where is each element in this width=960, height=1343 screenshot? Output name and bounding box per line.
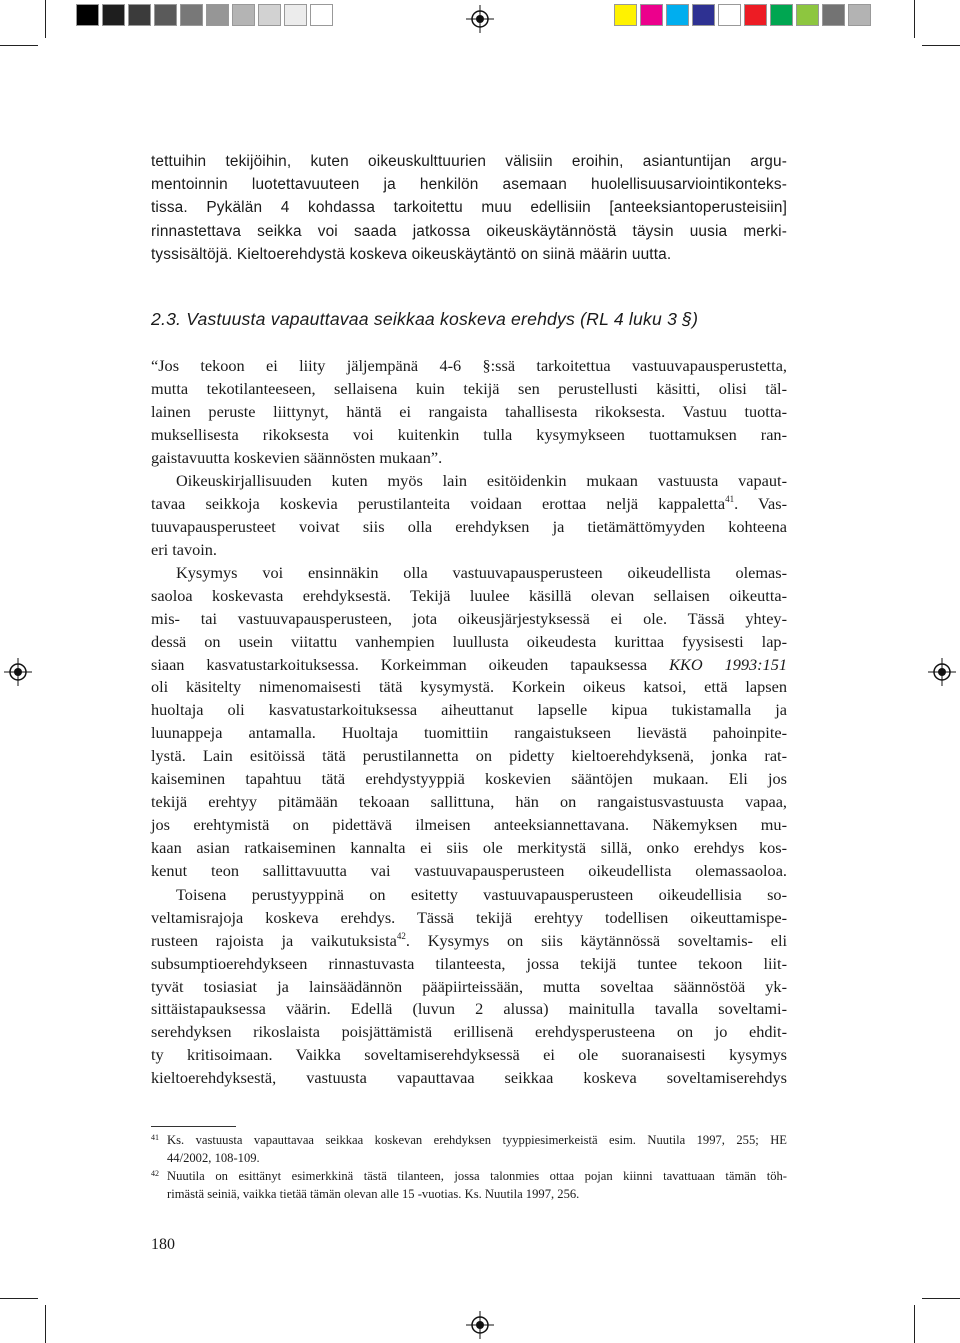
text-line: kaan asian ratkaiseminen kannalta ei siis ole merkitystä sillä, onko erehdys kos- <box>151 837 787 857</box>
color-swatch <box>640 4 663 26</box>
text-line: veltamisrajoja koskeva erehdys. Tässä tekijä erehtyy todellisen oikeuttamispe- <box>151 907 787 927</box>
text-line: Oikeuskirjallisuuden kuten myös lain esitöidenkin mukaan vastuusta vapaut- <box>176 471 787 490</box>
text-line: dessä on usein viitattu vanhempien luullusta oikeudesta kurittaa fyysisesti lap- <box>151 631 787 651</box>
gray-swatch <box>284 4 307 26</box>
text-line: saoloa koskevasta erehdyksestä. Tekijä luulee käsillä olevan sellaisen oikeutta- <box>151 585 787 605</box>
color-swatch <box>848 4 871 26</box>
text-line: Kysymys voi ensinnäkin olla vastuuvapausperusteen oikeudellista olemas- <box>176 563 787 582</box>
footnote-number: 41 <box>151 1133 159 1142</box>
gray-swatch <box>76 4 99 26</box>
registration-mark-icon <box>466 1311 494 1339</box>
text-run: rusteen rajoista ja vaikutuksista <box>151 930 397 950</box>
footnote-number: 42 <box>151 1169 159 1178</box>
color-swatch <box>718 4 741 26</box>
text-line: tettuihin tekijöihin, kuten oikeuskulttuurien välisiin eroihin, asiantuntijan argu- <box>151 153 787 170</box>
color-swatch <box>796 4 819 26</box>
statute-quote <box>151 355 787 469</box>
gray-swatch <box>258 4 281 26</box>
text-line: mis- tai vastuuvapausperusteen, jota oikeusjärjestyksessä ei ole. Tässä yhtey- <box>151 608 787 628</box>
color-swatch <box>822 4 845 26</box>
text-line: luunappeja antamalla. Huoltaja tuomittiin rangaistukseen lievästä pahoinpite- <box>151 723 787 743</box>
text-line: rinnastettava seikka voi saada jatkossa oikeuskäytännöstä täysin uusia merki- <box>151 222 787 240</box>
text-run: siaan kasvatustarkoituksessa. Korkeimman oikeuden tapauksessa <box>151 654 670 674</box>
paragraph-1 <box>151 470 787 562</box>
text-line: oli käsitelty nimenomaisesti tätä kysymystä. Korkein oikeus katsoi, että lapsen <box>151 677 787 697</box>
text-line: tissa. Pykälän 4 kohdassa tarkoitettu muu edellisiin [anteeksiantoperusteisiin] <box>151 199 787 217</box>
gray-swatch <box>102 4 125 26</box>
footnote-line: rimästä seiniä, vaikka tietää tämän olevan alle 15 -vuotias. Ks. Nuutila 1997, 256. <box>167 1186 580 1201</box>
text-line: kenut teon sallittavuutta vai vastuuvapausperusteen oikeudellista olemassaoloa. <box>151 860 787 880</box>
crop-mark <box>0 1298 38 1299</box>
footnote-42 <box>151 1168 787 1203</box>
text-line <box>151 930 787 953</box>
text-line: mentoinnin luotettavuuteen ja henkilön asemaan huolellisuusarviointikonteks- <box>151 176 787 194</box>
text-line: eri tavoin. <box>151 539 218 559</box>
intro-paragraph <box>151 150 787 266</box>
crop-mark <box>45 1305 46 1343</box>
text-line: tyvät tosiasiat ja lainsäädännön pääpiirteissään, mutta soveltaa säännöstöä yk- <box>151 976 787 996</box>
process-color-bar <box>614 4 874 26</box>
case-reference: KKO 1993:151 <box>669 654 787 674</box>
text-line: “Jos tekoon ei liity jäljempänä 4-6 §:ssä tarkoitettua vastuuvapausperustetta, <box>151 356 787 375</box>
text-line: kaiseminen tapahtuu tätä erehdystyyppiä koskevien sääntöjen mukaan. Eli jos <box>151 769 787 789</box>
text-run: . Vas- <box>734 493 787 513</box>
crop-mark <box>914 1305 915 1343</box>
text-line: mutta tekotilanteeseen, sellaisena kuin tekijä sen perustellusti käsitti, olisi täl- <box>151 378 787 398</box>
gray-swatch <box>180 4 203 26</box>
text-line: ty kritisoimaan. Vaikka soveltamiserehdyksessä ei ole suoranaisesti kysymys <box>151 1045 787 1065</box>
crop-mark <box>922 45 960 46</box>
crop-mark <box>0 45 38 46</box>
paragraph-2 <box>151 562 787 905</box>
gray-swatch <box>128 4 151 26</box>
footnote-rule <box>151 1126 236 1127</box>
text-line: tuuvapausperusteet voivat siis olla erehdyksen ja tietämättömyyden kohteena <box>151 516 787 536</box>
text-line: serehdyksen rikoslaista poisjättämistä erillisenä erehdysperusteena on jo ehdit- <box>151 1022 787 1042</box>
footnote-line: 44/2002, 108-109. <box>167 1150 260 1165</box>
gray-swatch <box>154 4 177 26</box>
section-heading: 2.3. Vastuusta vapauttavaa seikkaa koskeva erehdys (RL 4 luku 3 §) <box>151 309 699 329</box>
footnote-line: Nuutila on esittänyt esimerkkinä tästä tilanteen, jossa talonmies ottaa pojan kiinni tavattuaan tämän töh- <box>167 1169 787 1183</box>
color-swatch <box>692 4 715 26</box>
gray-swatch <box>232 4 255 26</box>
text-line: sittäistapauksessa väärin. Edellä (luvun 2 alussa) mainitulla tavalla soveltami- <box>151 999 787 1019</box>
text-line <box>151 654 787 677</box>
text-line: jos erehtymistä on pidettävä ilmeisen anteeksiannettavana. Näkemyksen mu- <box>151 814 787 834</box>
color-swatch <box>770 4 793 26</box>
text-line: lystä. Lain esitöissä tätä perustilannetta on pidetty kieltoerehdyksenä, jonka rat- <box>151 746 787 766</box>
crop-mark <box>914 0 915 38</box>
page-number: 180 <box>151 1236 175 1253</box>
text-run: tavaa seikkoja koskevia perustilanteita voidaan erottaa neljä kappaletta <box>151 493 726 513</box>
text-line: tyssisältöjä. Kieltoerehdystä koskeva oikeuskäytäntö on siinä määrin uutta. <box>151 245 672 263</box>
text-line: kieltoerehdyksestä, vastuusta vapauttavaa seikkaa koskeva soveltamiserehdys <box>151 1068 787 1088</box>
color-swatch <box>744 4 767 26</box>
gray-color-bar <box>76 4 336 26</box>
text-line: subsumptioerehdykseen rinnastuvasta tilanteesta, jossa tekijä tuntee tekoon liit- <box>151 953 787 973</box>
text-line: lainen peruste liittynyt, häntä ei rangaista tahallisesta rikoksesta. Vastuu tuotta- <box>151 401 787 421</box>
registration-mark-icon <box>4 658 32 686</box>
crop-mark <box>45 0 46 38</box>
text-line <box>151 493 787 516</box>
text-line: tekijä erehtyy pitämään tekoaan sallittuna, hän on rangaistusvastuusta vapaa, <box>151 791 787 811</box>
registration-mark-icon <box>928 658 956 686</box>
gray-swatch <box>206 4 229 26</box>
footnote-line: Ks. vastuusta vapauttavaa seikkaa koskevan erehdyksen tyyppiesimerkeistä esim. Nuutila 1997, 255; HE <box>167 1133 787 1147</box>
footnote-ref-42[interactable]: 42 <box>396 930 406 941</box>
text-line: muksellisesta rikoksesta voi kuitenkin tulla kysymykseen tuottamuksen ran- <box>151 424 787 444</box>
registration-mark-icon <box>466 5 494 33</box>
paragraph-3 <box>151 884 787 1090</box>
color-swatch <box>666 4 689 26</box>
gray-swatch <box>310 4 333 26</box>
text-line: huoltaja oli kasvatustarkoituksessa aiheuttanut lapselle kipua tukistamalla ja <box>151 700 787 720</box>
crop-mark <box>922 1298 960 1299</box>
text-line: gaistavuutta koskevien säännösten mukaan”. <box>151 447 443 467</box>
footnote-41 <box>151 1132 787 1167</box>
text-line: Toisena perustyyppinä on esitetty vastuuvapausperusteen oikeudellisia so- <box>176 885 787 904</box>
color-swatch <box>614 4 637 26</box>
text-run: . Kysymys on siis käytännössä soveltamis- eli <box>405 930 787 950</box>
footnote-ref-41[interactable]: 41 <box>725 493 735 504</box>
